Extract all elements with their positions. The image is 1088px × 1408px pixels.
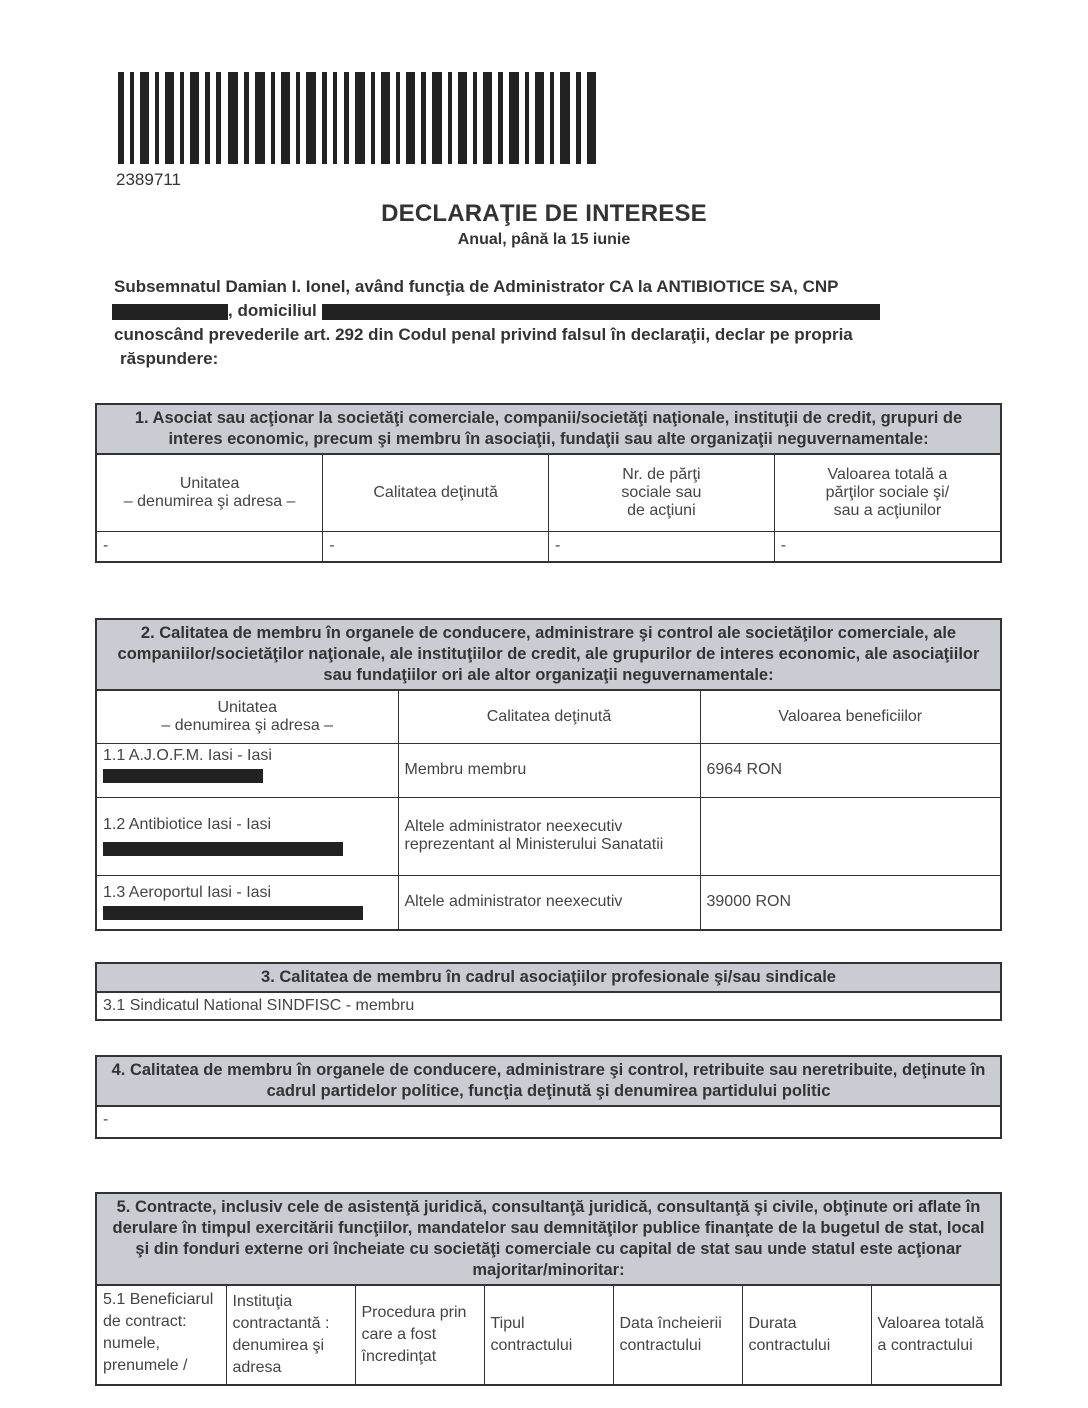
s2-unit-cell: 1.3 Aeroportul Iasi - Iasi — [97, 875, 398, 929]
s1-cell: - — [549, 531, 775, 561]
section-1-table — [97, 455, 1000, 561]
barcode-number: 2389711 — [116, 170, 181, 189]
section-2 — [95, 618, 1002, 931]
redacted-address — [322, 304, 880, 320]
table-row — [97, 743, 1000, 797]
s2-value-cell — [700, 797, 1000, 875]
s2-unit-cell: 1.2 Antibiotice Iasi - Iasi — [97, 797, 398, 875]
section-3-row: 3.1 Sindicatul National SINDFISC - membru — [103, 997, 415, 1014]
s2-value-cell: 39000 RON — [700, 875, 1000, 929]
s2-role-cell: Altele administrator neexecutiv — [398, 875, 700, 929]
intro-line-4: răspundere: — [120, 349, 219, 368]
s5-col-duration: Durata contractului — [742, 1286, 871, 1384]
s1-col-value: Valoarea totală a părţilor sociale şi/ sau a acţiunilor — [774, 455, 1000, 531]
section-2-heading: 2. Calitatea de membru în organele de conducere, administrare şi control ale societăţilor comerciale, ale companiilor/societăţilor naţionale, ale instituţiilor de credit, ale grupurilor de interes economic, ale asociaţiilor sau fundaţiilor ori ale altor organizaţii neguvernamentale: — [97, 620, 1000, 691]
redacted-address — [103, 906, 363, 920]
s2-col-unit: Unitatea – denumirea şi adresa – — [97, 691, 398, 743]
s1-cell: - — [774, 531, 1000, 561]
s2-value-cell: 6964 RON — [700, 743, 1000, 797]
redacted-cnp — [112, 304, 228, 320]
redacted-address — [103, 842, 343, 856]
s2-role-cell: Membru membru — [398, 743, 700, 797]
intro-line-1: Subsemnatul Damian I. Ionel, având funcţia de Administrator CA la ANTIBIOTICE SA, CNP — [114, 277, 839, 296]
s2-role-cell: Altele administrator neexecutiv reprezentant al Ministerului Sanatatii — [398, 797, 700, 875]
section-5-heading: 5. Contracte, inclusiv cele de asistenţă juridică, consultanţă juridică, consultanţă şi civile, obţinute ori aflate în derulare în timpul exercitării funcţiilor, mandatelor sau demnităţilor publice finanţate de la bugetul de stat, local şi din fonduri externe ori încheiate cu societăţi comerciale cu capital de stat sau unde statul este acţionar majoritar/minoritar: — [97, 1194, 1000, 1286]
section-3-heading: 3. Calitatea de membru în cadrul asociaţiilor profesionale şi/sau sindicale — [97, 964, 1000, 993]
barcode — [118, 72, 596, 164]
document-subtitle: Anual, până la 15 iunie — [457, 231, 631, 248]
s2-col-role: Calitatea deţinută — [398, 691, 700, 743]
table-row — [97, 875, 1000, 929]
s1-cell: - — [323, 531, 549, 561]
s5-col-value: Valoarea totală a contractului — [871, 1286, 1000, 1384]
table-row — [97, 797, 1000, 875]
s5-col-institution: Instituţia contractantă : denumirea şi adresa — [226, 1286, 355, 1384]
section-4 — [95, 1055, 1002, 1139]
document-title: DECLARAŢIE DE INTERESE — [381, 200, 707, 227]
intro-paragraph — [114, 276, 954, 372]
section-4-row: - — [103, 1111, 109, 1128]
section-1-heading: 1. Asociat sau acţionar la societăţi comerciale, companii/societăţi naţionale, instituţii de credit, grupuri de interes economic, precum şi membru în asociaţii, fundaţii sau alte organizaţii neguvernamentale: — [97, 405, 1000, 455]
s1-cell: - — [97, 531, 323, 561]
s2-unit-cell: 1.1 A.J.O.F.M. Iasi - Iasi — [97, 743, 398, 797]
s2-col-value: Valoarea beneficiilor — [700, 691, 1000, 743]
section-5 — [95, 1192, 1002, 1386]
s5-col-beneficiary: 5.1 Beneficiarul de contract: numele, prenumele / — [97, 1286, 226, 1384]
s5-col-date: Data încheierii contractului — [613, 1286, 742, 1384]
s1-col-role: Calitatea deţinută — [323, 455, 549, 531]
section-5-table — [97, 1286, 1000, 1384]
s5-col-type: Tipul contractului — [484, 1286, 613, 1384]
s1-col-shares: Nr. de părţi sociale sau de acţiuni — [549, 455, 775, 531]
s1-col-unit: Unitatea – denumirea şi adresa – — [97, 455, 323, 531]
section-1 — [95, 403, 1002, 563]
intro-line-3: cunoscând prevederile art. 292 din Codul penal privind falsul în declaraţii, declar pe propria — [114, 325, 853, 344]
section-2-table — [97, 691, 1000, 929]
intro-line-2: , domiciliul — [112, 300, 954, 324]
section-3 — [95, 962, 1002, 1021]
redacted-address — [103, 769, 263, 783]
section-4-heading: 4. Calitatea de membru în organele de conducere, administrare şi control, retribuite sau neretribuite, deţinute în cadrul partidelor politice, funcţia deţinută şi denumirea partidului politic — [97, 1057, 1000, 1107]
s5-col-procedure: Procedura prin care a fost încredinţat — [355, 1286, 484, 1384]
